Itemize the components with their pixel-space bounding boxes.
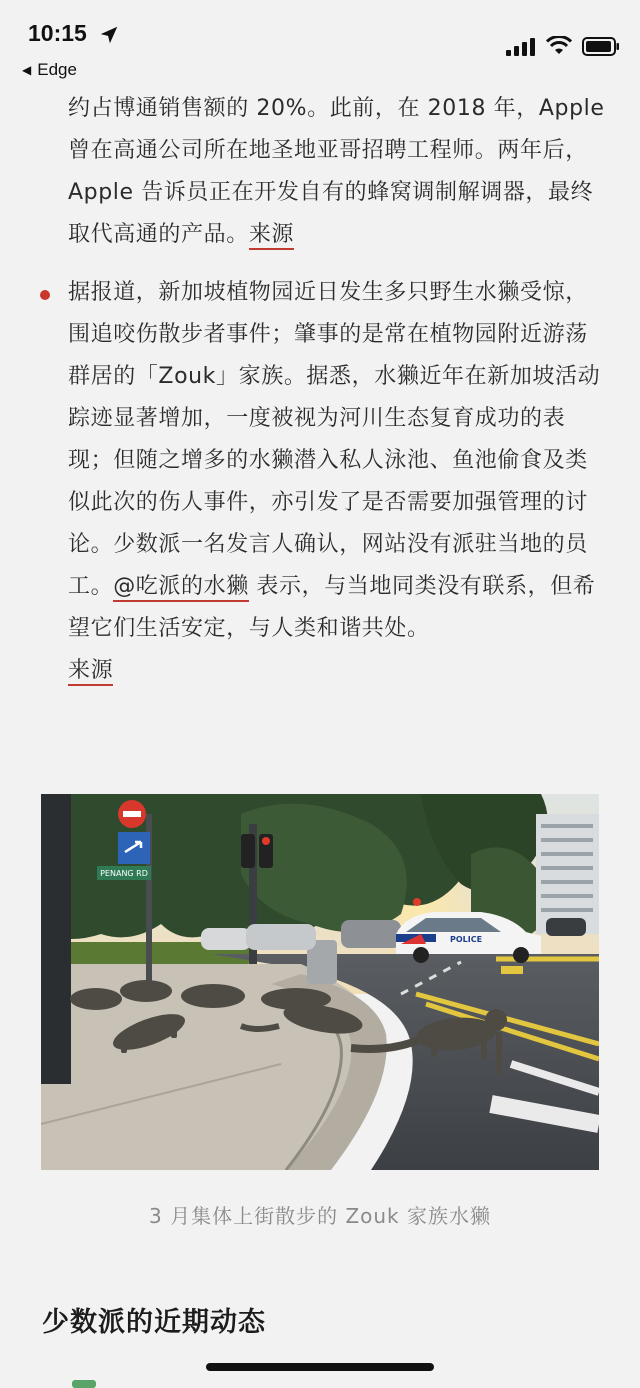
image-caption: 3 月集体上街散步的 Zouk 家族水獭 xyxy=(149,1204,491,1228)
paragraph-text: 据报道，新加坡植物园近日发生多只野生水獭受惊，围追咬伤散步者事件；肇事的是常在植物园附近游荡群居的「Zouk」家族。据悉，水獭近年在新加坡活动踪迹显著增加，一度被视为河川生态复育成功的表现；但随之增多的水獭潜入私人泳池、鱼池偷食及类似此次的伤人事件，亦引发了是否需要加强管理的讨论。少数派一名发言人确认，网站没有派驻当地的员工。 xyxy=(68,280,601,599)
paragraph-apple-qualcomm xyxy=(68,88,608,256)
home-indicator[interactable] xyxy=(206,1363,434,1371)
back-to-app-button[interactable] xyxy=(22,60,77,80)
battery-icon xyxy=(582,37,620,56)
street-sign-text: PENANG RD xyxy=(100,869,148,878)
list-bullet xyxy=(40,290,50,300)
otters-photo[interactable] xyxy=(41,794,599,1170)
back-triangle-icon: ◀ xyxy=(22,63,32,77)
next-item-icon xyxy=(72,1380,96,1388)
paragraph-text: 约占博通销售额的 20%。此前，在 2018 年，Apple 曾在高通公司所在地圣地亚哥招聘工程师。两年后，Apple 告诉员正在开发自有的蜂窝调制解调器，最终取代高通的产品。 xyxy=(68,96,605,247)
source-link[interactable]: 来源 xyxy=(68,658,113,686)
wifi-icon xyxy=(546,36,572,56)
paragraph-otters-news xyxy=(68,272,608,692)
location-arrow-icon xyxy=(98,24,120,46)
cellular-signal-icon xyxy=(506,38,538,56)
section-heading: 少数派的近期动态 xyxy=(42,1307,266,1338)
back-app-label: Edge xyxy=(37,60,77,79)
status-bar xyxy=(0,0,640,90)
police-car-text: POLICE xyxy=(449,935,483,944)
paragraph-text-continued: 表示，与当地同类没有联系，但希望它们生活安定，与人类和谐共处。 xyxy=(68,574,596,641)
mention-link[interactable]: @吃派的水獭 xyxy=(113,574,249,602)
status-time: 10:15 xyxy=(28,20,87,46)
otters-photo-illustration xyxy=(41,794,599,1170)
source-link[interactable]: 来源 xyxy=(249,222,294,250)
